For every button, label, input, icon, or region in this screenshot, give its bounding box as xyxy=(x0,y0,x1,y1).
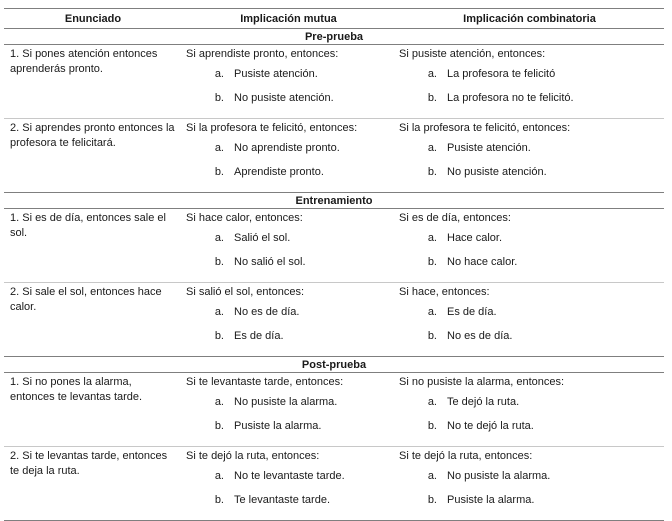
table-row xyxy=(4,373,664,447)
table-row xyxy=(4,447,664,521)
option-letter: b. xyxy=(214,420,224,432)
option-letter: a. xyxy=(427,142,437,154)
combinatorial-cell xyxy=(395,119,664,193)
table-row xyxy=(4,283,664,357)
section-title: Entrenamiento xyxy=(4,193,664,209)
answer-option xyxy=(186,300,391,324)
statement-cell: 1. Si no pones la alarma, entonces te levantas tarde. xyxy=(4,373,182,447)
combinatorial-cell xyxy=(395,209,664,283)
answer-option xyxy=(186,136,391,160)
table-body xyxy=(4,29,664,521)
header-mutual: Implicación mutua xyxy=(182,9,395,29)
option-text: Pusiste la alarma. xyxy=(447,494,535,506)
mutual-lead: Si te dejó la ruta, entonces: xyxy=(186,450,320,462)
option-text: Te dejó la ruta. xyxy=(447,396,520,408)
answer-option xyxy=(399,488,660,512)
combinatorial-cell xyxy=(395,45,664,119)
statement-cell: 2. Si sale el sol, entonces hace calor. xyxy=(4,283,182,357)
option-text: No es de día. xyxy=(234,306,300,318)
answer-option xyxy=(186,464,391,488)
option-text: La profesora no te felicitó. xyxy=(447,92,574,104)
option-text: No salió el sol. xyxy=(234,256,306,268)
combinatorial-cell xyxy=(395,447,664,521)
option-letter: b. xyxy=(427,256,437,268)
option-text: Te levantaste tarde. xyxy=(234,494,331,506)
answer-option xyxy=(399,464,660,488)
implication-table-container xyxy=(4,8,664,521)
answer-option xyxy=(399,250,660,274)
answer-option xyxy=(399,160,660,184)
section-title: Pre-prueba xyxy=(4,29,664,45)
option-text: Pusiste atención. xyxy=(234,68,318,80)
option-letter: b. xyxy=(427,92,437,104)
combinatorial-cell xyxy=(395,283,664,357)
option-text: Pusiste atención. xyxy=(447,142,531,154)
implication-table xyxy=(4,8,664,521)
answer-option xyxy=(186,414,391,438)
combinatorial-lead: Si no pusiste la alarma, entonces: xyxy=(399,376,565,388)
option-letter: a. xyxy=(214,306,224,318)
answer-option xyxy=(399,414,660,438)
mutual-cell xyxy=(182,119,395,193)
header-statement: Enunciado xyxy=(4,9,182,29)
answer-option xyxy=(399,62,660,86)
answer-option xyxy=(186,62,391,86)
answer-option xyxy=(186,324,391,348)
combinatorial-lead: Si es de día, entonces: xyxy=(399,212,511,224)
option-letter: b. xyxy=(427,420,437,432)
option-text: Es de día. xyxy=(447,306,497,318)
statement-cell: 2. Si aprendes pronto entonces la profesora te felicitará. xyxy=(4,119,182,193)
option-text: No aprendiste pronto. xyxy=(234,142,340,154)
option-letter: b. xyxy=(427,330,437,342)
option-letter: b. xyxy=(214,92,224,104)
answer-option xyxy=(399,324,660,348)
option-letter: b. xyxy=(214,330,224,342)
option-letter: a. xyxy=(427,396,437,408)
combinatorial-cell xyxy=(395,373,664,447)
option-text: No pusiste atención. xyxy=(234,92,334,104)
table-row xyxy=(4,119,664,193)
option-letter: a. xyxy=(214,396,224,408)
option-letter: a. xyxy=(427,470,437,482)
mutual-lead: Si salió el sol, entonces: xyxy=(186,286,305,298)
mutual-lead: Si te levantaste tarde, entonces: xyxy=(186,376,344,388)
answer-option xyxy=(186,488,391,512)
answer-option xyxy=(186,250,391,274)
option-text: No pusiste atención. xyxy=(447,166,547,178)
combinatorial-lead: Si pusiste atención, entonces: xyxy=(399,48,546,60)
option-text: No te dejó la ruta. xyxy=(447,420,534,432)
mutual-cell xyxy=(182,447,395,521)
option-letter: b. xyxy=(214,494,224,506)
option-text: No te levantaste tarde. xyxy=(234,470,345,482)
section-row xyxy=(4,193,664,209)
section-row xyxy=(4,357,664,373)
combinatorial-lead: Si hace, entonces: xyxy=(399,286,490,298)
option-text: No pusiste la alarma. xyxy=(234,396,338,408)
header-combinatorial: Implicación combinatoria xyxy=(395,9,664,29)
mutual-lead: Si la profesora te felicitó, entonces: xyxy=(186,122,358,134)
option-letter: a. xyxy=(214,232,224,244)
header-row xyxy=(4,9,664,29)
statement-cell: 1. Si pones atención entonces aprenderás pronto. xyxy=(4,45,182,119)
answer-option xyxy=(186,226,391,250)
option-text: Pusiste la alarma. xyxy=(234,420,322,432)
option-letter: b. xyxy=(214,166,224,178)
option-text: No hace calor. xyxy=(447,256,518,268)
mutual-lead: Si hace calor, entonces: xyxy=(186,212,303,224)
option-letter: a. xyxy=(427,306,437,318)
option-text: Es de día. xyxy=(234,330,284,342)
table-row xyxy=(4,209,664,283)
section-title: Post-prueba xyxy=(4,357,664,373)
mutual-lead: Si aprendiste pronto, entonces: xyxy=(186,48,339,60)
option-letter: a. xyxy=(214,142,224,154)
answer-option xyxy=(399,300,660,324)
mutual-cell xyxy=(182,373,395,447)
table-row xyxy=(4,45,664,119)
option-letter: a. xyxy=(427,232,437,244)
option-letter: b. xyxy=(427,166,437,178)
answer-option xyxy=(399,226,660,250)
option-text: La profesora te felicitó xyxy=(447,68,556,80)
statement-cell: 1. Si es de día, entonces sale el sol. xyxy=(4,209,182,283)
option-letter: a. xyxy=(427,68,437,80)
option-letter: b. xyxy=(214,256,224,268)
answer-option xyxy=(186,86,391,110)
answer-option xyxy=(399,136,660,160)
option-letter: b. xyxy=(427,494,437,506)
option-letter: a. xyxy=(214,470,224,482)
answer-option xyxy=(399,86,660,110)
option-letter: a. xyxy=(214,68,224,80)
option-text: No es de día. xyxy=(447,330,513,342)
answer-option xyxy=(399,390,660,414)
option-text: Hace calor. xyxy=(447,232,503,244)
statement-cell: 2. Si te levantas tarde, entonces te deja la ruta. xyxy=(4,447,182,521)
option-text: Salió el sol. xyxy=(234,232,291,244)
mutual-cell xyxy=(182,209,395,283)
combinatorial-lead: Si te dejó la ruta, entonces: xyxy=(399,450,533,462)
section-row xyxy=(4,29,664,45)
answer-option xyxy=(186,160,391,184)
combinatorial-lead: Si la profesora te felicitó, entonces: xyxy=(399,122,571,134)
mutual-cell xyxy=(182,283,395,357)
option-text: No pusiste la alarma. xyxy=(447,470,551,482)
mutual-cell xyxy=(182,45,395,119)
option-text: Aprendiste pronto. xyxy=(234,166,324,178)
answer-option xyxy=(186,390,391,414)
